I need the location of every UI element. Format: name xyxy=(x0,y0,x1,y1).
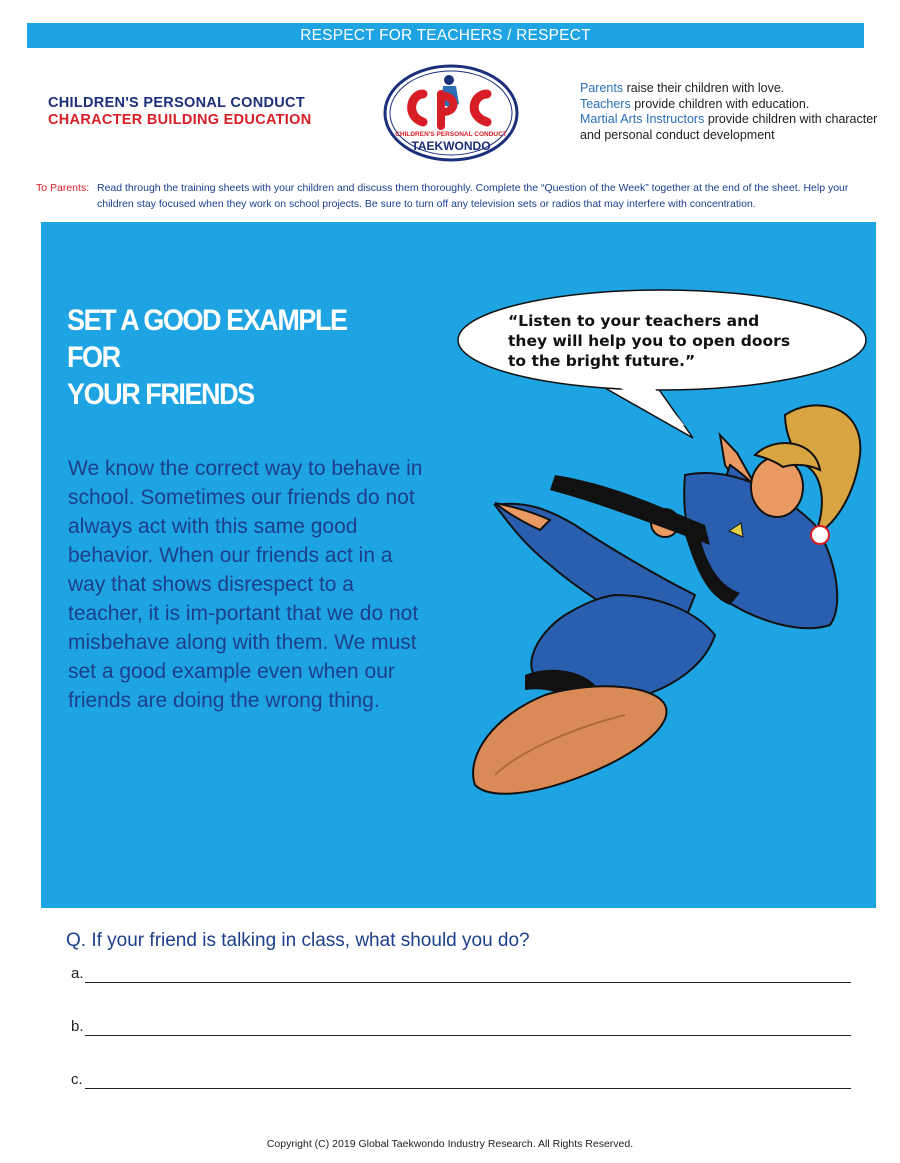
role-teachers: Teachers provide children with education. xyxy=(580,96,810,111)
headline-line-2: YOUR FRIENDS xyxy=(67,378,254,411)
parents-note-text: Read through the training sheets with your children and discuss them thoroughly. Complete the “Question of the Week” together at the end of the sheet. Help your children stay focused when they work on school projects. Be sure to turn off any television sets or radios that may interfere with concentration. xyxy=(97,182,849,210)
taekwondo-kick-icon xyxy=(455,395,875,815)
quote-line-2: they will help you to open doors xyxy=(508,332,791,350)
headline-line-1: SET A GOOD EXAMPLE FOR xyxy=(67,304,347,374)
quote-line-3: to the bright future.” xyxy=(508,352,696,370)
role-parents: Parents raise their children with love. xyxy=(580,81,785,95)
panel-headline xyxy=(67,302,391,413)
answer-line-c[interactable] xyxy=(71,1071,851,1093)
logo-name: TAEKWONDO xyxy=(411,139,491,153)
answer-rule-c xyxy=(85,1088,851,1089)
brand-block xyxy=(48,95,311,129)
speech-quote xyxy=(508,311,828,371)
answer-letter-b: b. xyxy=(71,1018,84,1035)
brand-line-2: CHARACTER BUILDING EDUCATION xyxy=(48,112,312,128)
answer-letter-a: a. xyxy=(71,965,84,982)
question-of-week: Q. If your friend is talking in class, what should you do? xyxy=(66,930,530,951)
answer-rule-a xyxy=(85,982,851,983)
header-title: RESPECT FOR TEACHERS / RESPECT xyxy=(300,26,591,44)
quote-line-1: “Listen to your teachers and xyxy=(508,312,760,330)
answer-line-a[interactable] xyxy=(71,965,851,987)
answer-rule-b xyxy=(85,1035,851,1036)
panel-story: We know the correct way to behave in school. Sometimes our friends do not always act with this same good behavior. When our friends act in a way that shows disrespect to a teacher, it is im-portant that we do not misbehave along with them. We must set a good example even when our friends are doing the wrong thing. xyxy=(68,457,423,712)
logo-subtitle: CHILDREN'S PERSONAL CONDUCT xyxy=(395,131,507,138)
answer-line-b[interactable] xyxy=(71,1018,851,1040)
role-instructors: Martial Arts Instructors provide children with character and personal conduct development xyxy=(580,112,878,142)
parents-note-label: To Parents: xyxy=(36,182,90,194)
copyright-footer: Copyright (C) 2019 Global Taekwondo Industry Research. All Rights Reserved. xyxy=(266,1138,634,1150)
answer-letter-c: c. xyxy=(71,1071,83,1088)
brand-line-1: CHILDREN'S PERSONAL CONDUCT xyxy=(48,95,305,111)
cpc-logo xyxy=(383,64,519,162)
roles-list xyxy=(580,81,880,143)
header-bar xyxy=(27,23,864,48)
